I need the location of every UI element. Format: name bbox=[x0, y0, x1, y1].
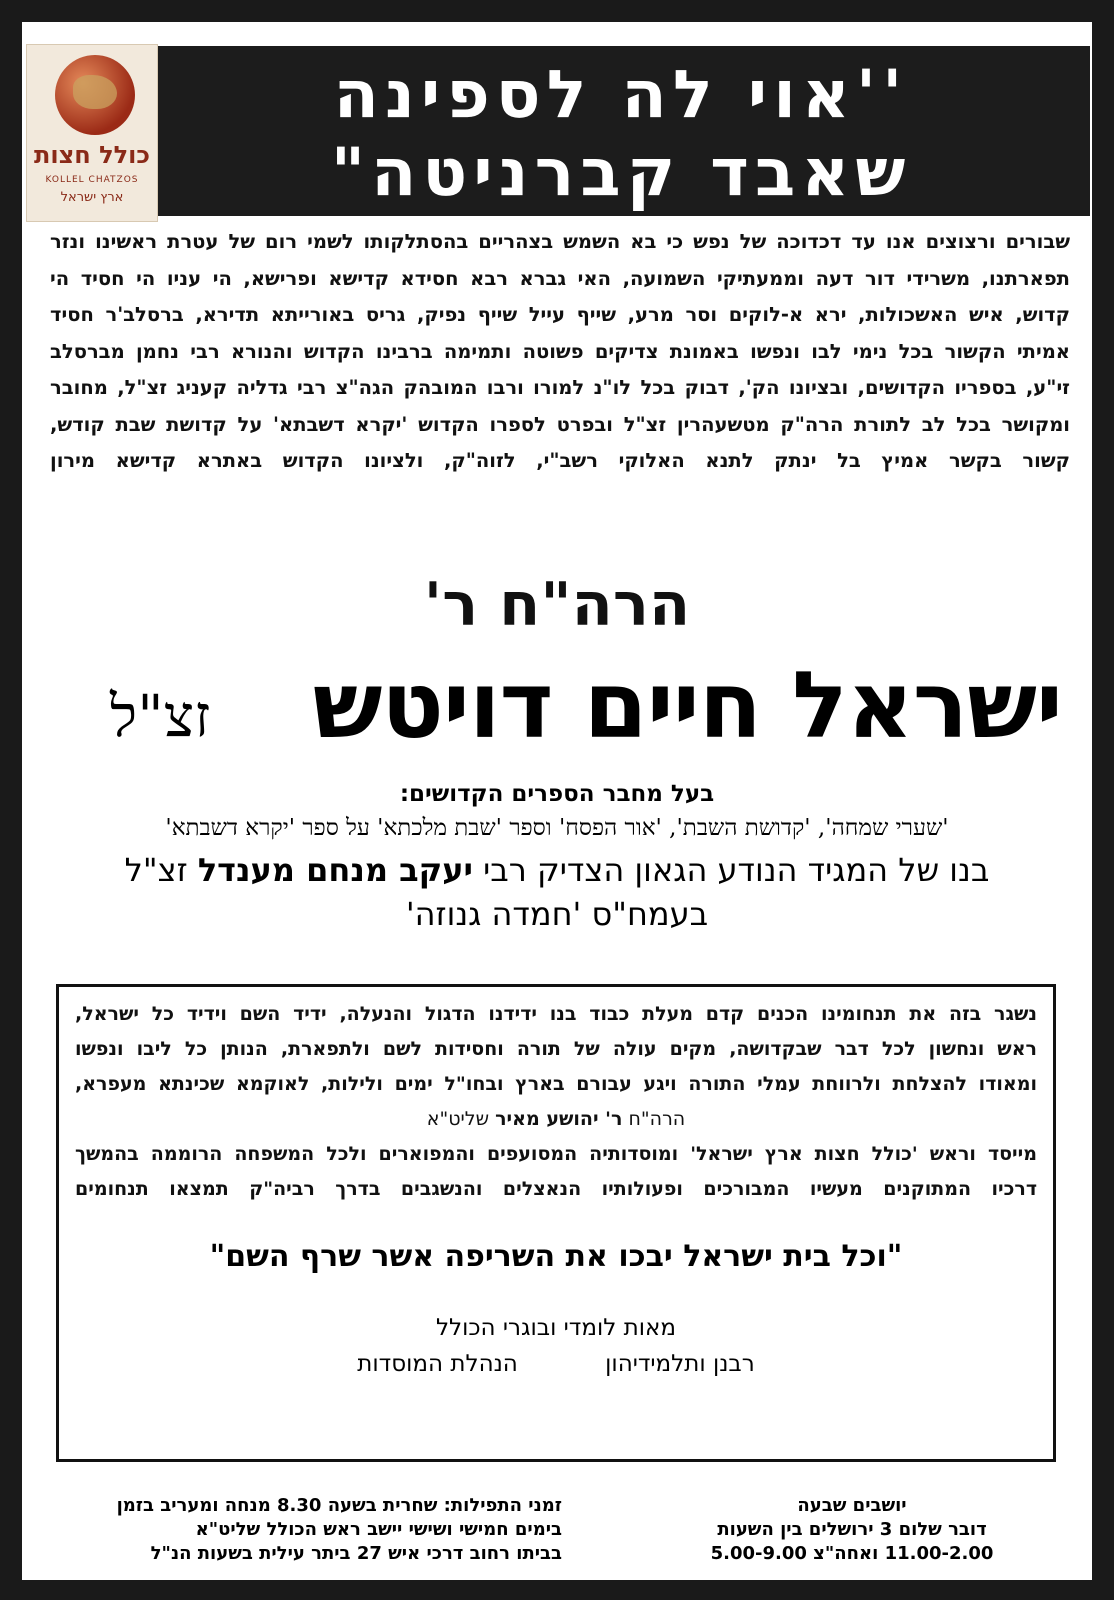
shiva-hours: 11.00-2.00 ואחה"צ 5.00-9.00 bbox=[710, 1543, 994, 1564]
headline-line-1: ''אוי לה לספינה bbox=[333, 56, 909, 133]
honoree-name: ר' יהושע מאיר bbox=[495, 1108, 623, 1130]
father-name: יעקב מנחם מענדל bbox=[197, 851, 473, 889]
prayer-line-3: בביתו רחוב דרכי איש 27 ביתר עילית בשעות הנ"ל bbox=[150, 1543, 562, 1564]
intro-line: קדוש, איש האשכולות, ירא א-לוקים וסר מרע, שייף עייל שייף נפיק, גריס באורייתא תדירא, ברסלב'ר חסיד bbox=[50, 303, 1070, 326]
honoree-line bbox=[75, 1102, 1037, 1137]
shiva-info bbox=[672, 1494, 1032, 1566]
shiva-address: דובר שלום 3 ירושלים בין השעות bbox=[717, 1519, 987, 1540]
intro-line: קשור בקשר אמיץ בל ינתק לתנא האלוקי רשב"י, לזוה"ק, ולציונו הקדוש באתרא קדישא מירון bbox=[50, 449, 1070, 472]
eulogy-intro bbox=[50, 224, 1070, 480]
intro-line: תפארתנו, משרידי דור דעה וממעתיקי השמועה, האי גברא רבא חסידא קדישא ופרישא, הי עניו הי חסיד הי bbox=[50, 266, 1070, 290]
deceased-name-row bbox=[62, 646, 1062, 766]
condolence-line: דרכיו המתוקנים מעשיו המבורכים ופעולותיו הנאצלים והנשגבים בדרך רביה"ק תמצאו תנחומים bbox=[75, 1178, 1037, 1200]
globe-icon bbox=[55, 55, 135, 135]
prayer-line-1: שחרית בשעה 8.30 מנחה ומעריב בזמן bbox=[116, 1495, 438, 1516]
condolence-line: מייסד וראש 'כולל חצות ארץ ישראל' ומוסדותיה המסועפים והמפוארים ולכל המשפחה הרוממה בהמשך bbox=[75, 1143, 1037, 1165]
deceased-suffix: זצ"ל bbox=[110, 682, 211, 750]
intro-line: זי"ע, בספריו הקדושים, ובציונו הק', דבוק בכל לו"נ למורו ורבו המובהק הגה"צ רבי גדליה קעניג זצ"ל, מחובר bbox=[50, 376, 1070, 399]
father-suffix: זצ"ל bbox=[124, 851, 188, 889]
deceased-name: ישראל חיים דויטש bbox=[312, 652, 1062, 759]
from-line: מאות לומדי ובוגרי הכולל bbox=[435, 1315, 676, 1341]
honoree-suffix: שליט"א bbox=[426, 1108, 490, 1130]
prayer-line-2: בימים חמישי ושישי יישב ראש הכולל שליט"א bbox=[195, 1519, 562, 1540]
shiva-title: יושבים שבעה bbox=[797, 1495, 907, 1516]
condolence-box bbox=[56, 984, 1056, 1462]
deceased-rank: הרה"ח ר' bbox=[423, 570, 691, 640]
kollel-logo bbox=[26, 44, 158, 222]
son-prefix: בנו של המגיד הנודע הגאון הצדיק רבי bbox=[483, 851, 990, 889]
verse-quote: "וכל בית ישראל יבכו את השריפה אשר שרף השם" bbox=[209, 1239, 903, 1274]
prayer-label: זמני התפילות: bbox=[443, 1495, 562, 1516]
condolence-line: ראש ונחשון לכל דבר שבקדושה, מקים עולה של תורה וחסידות לשם ולתפארת, הנותן כל ליבו ונפשו bbox=[75, 1038, 1037, 1060]
logo-sub-text: ארץ ישראל bbox=[60, 190, 124, 205]
author-title: בעל מחבר הספרים הקדושים: bbox=[399, 781, 715, 807]
signer-1: רבנן ותלמידיהון bbox=[605, 1351, 755, 1377]
father-book-line: בעמח"ס 'חמדה גנוזה' bbox=[405, 895, 709, 933]
books-list: 'שערי שמחה', 'קדושת השבת', 'אור הפסח' וספר 'שבת מלכתא' על ספר 'יקרא דשבתא' bbox=[165, 815, 949, 841]
intro-line: אמיתי הקשור בכל נימי לבו ונפשו באמונת צדיקים פשוטה ותמימה ברבינו הקדוש והנורא רבי נחמן מברסלב bbox=[50, 339, 1070, 363]
signers-row bbox=[59, 1347, 1053, 1381]
honoree-prefix: הרה"ח bbox=[628, 1108, 686, 1130]
condolence-text bbox=[75, 997, 1037, 1207]
signer-2: הנהלת המוסדות bbox=[357, 1351, 518, 1377]
header-banner bbox=[152, 46, 1090, 216]
logo-english-text: KOLLEL CHATZOS bbox=[45, 175, 139, 185]
prayer-times bbox=[62, 1494, 562, 1566]
intro-line: ומקושר בכל לב לתורת הרה"ק מטשעהרין זצ"ל ובפרט לספרו הקדוש 'יקרא דשבתא' על קדושת שבת קודש, bbox=[50, 412, 1070, 436]
intro-line: שבורים ורצוצים אנו עד דכדוכה של נפש כי בא השמש בצהריים בהסתלקותו לשמי רום של עטרת ראשינו ונזר bbox=[50, 230, 1070, 253]
condolence-line: נשגר בזה את תנחומינו הכנים קדם מעלת כבוד בנו ידידנו הדגול והנעלה, ידיד השם וידיד כל ישראל, bbox=[75, 1003, 1037, 1025]
logo-hebrew-text: כולל חצות bbox=[33, 141, 150, 169]
son-of-line bbox=[22, 848, 1092, 892]
headline-line-2: שאבד קברניטה" bbox=[330, 134, 912, 211]
condolence-line: ומאודו להצלחת ולרווחת עמלי התורה ויגע עבורם בארץ ובחו"ל ימים ולילות, לאוקמא שכינתא מעפרא, bbox=[75, 1073, 1037, 1095]
notice-page bbox=[22, 22, 1092, 1580]
